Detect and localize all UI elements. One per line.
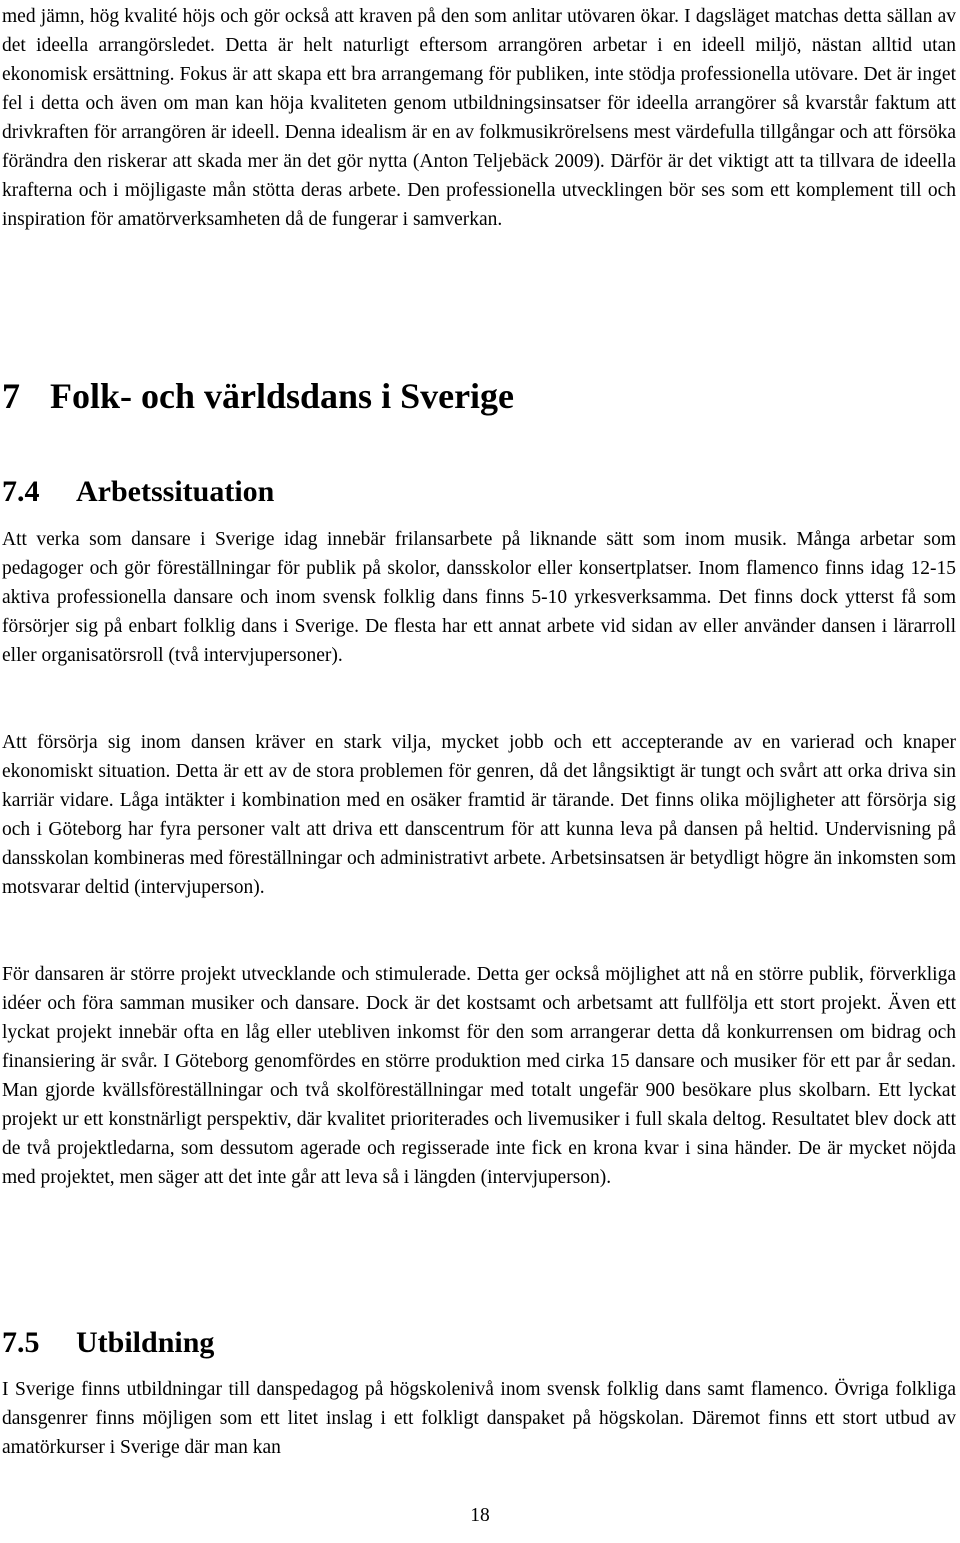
- body-paragraph: Att verka som dansare i Sverige idag innebär frilansarbete på liknande sätt som inom musik. Många arbetar som pedagoger och gör föreställningar för publik på skolor, dansskolor eller konsertplatser. Inom flamenco finns idag 12-15 aktiva professionella dansare och inom svensk folklig dans finns 5-10 yrkesverksamma. Det finns dock ytterst få som försörjer sig på enbart folklig dans i Sverige. De flesta har ett annat arbete vid sidan av eller använder dansen i lärarroll eller organisatörsroll (två intervjupersoner).: [2, 529, 956, 666]
- page-number: 18: [470, 1505, 490, 1526]
- body-paragraph: För dansaren är större projekt utvecklande och stimulerade. Detta ger också möjlighet att nå en större publik, förverkliga idéer och föra samman musiker och dansare. Dock är det kostsamt och arbetsamt att fullfölja ett stort projekt. Även ett lyckat projekt innebär ofta en låg eller utebliven inkomst för den som arrangerar detta då konkurrensen om bidrag och finansiering är svår. I Göteborg genomfördes en större produktion med cirka 15 dansare och musiker för ett par år sedan. Man gjorde kvällsföreställningar och två skolföreställningar med totalt ungefär 900 besökare plus skolbarn. Ett lyckat projekt ur ett konstnärligt perspektiv, där kvalitet prioriterades och livemusiker i full skala deltog. Resultatet blev dock att de två projektledarna, som dessutom agerade och regisserade inte fick en krona kvar i sina händer. De är mycket nöjda med projektet, men säger att det inte går att leva så i längden (intervjuperson).: [2, 964, 956, 1188]
- chapter-heading: [2, 374, 514, 418]
- section-number: 7.5: [2, 1326, 40, 1359]
- section-number: 7.4: [2, 475, 40, 508]
- section-title: Arbetssituation: [76, 475, 275, 508]
- section-heading: [2, 473, 274, 511]
- chapter-number: 7: [2, 376, 20, 416]
- section-heading: [2, 1324, 214, 1362]
- body-paragraph: Att försörja sig inom dansen kräver en stark vilja, mycket jobb och ett accepterande av en varierad och knaper ekonomiskt situation. Detta är ett av de stora problemen för genren, då det långsiktigt är tungt och svårt att orka driva sin karriär vidare. Låga intäkter i kombination med en osäker framtid är tärande. Det finns olika möjligheter att försörja sig och i Göteborg har fyra personer valt att driva ett danscentrum för att kunna leva på dansen på heltid. Undervisning på dansskolan kombineras med föreställningar och administrativt arbete. Arbetsinsatsen är betydligt högre än inkomsten som motsvarar deltid (intervjuperson).: [2, 732, 956, 898]
- body-paragraph: med jämn, hög kvalité höjs och gör också att kraven på den som anlitar utövaren ökar. I dagsläget matchas detta sällan av det ideella arrangörsledet. Detta är helt naturligt eftersom arrangören arbetar i en ideell miljö, nästan alltid utan ekonomisk ersättning. Fokus är att skapa ett bra arrangemang för publiken, inte stödja professionella utövare. Det är inget fel i detta och även om man kan höja kvaliteten genom utbildningsinsatser för ideella arrangörer så kvarstår faktum att drivkraften för arrangören är ideell. Denna idealism är en av folkmusikrörelsens mest värdefulla tillgångar och att försöka förändra den riskerar att skada mer än det gör nytta (Anton Teljebäck 2009). Därför är det viktigt att ta tillvara de ideella krafterna och i möjligaste mån stötta deras arbete. Den professionella utvecklingen bör ses som ett komplement till och inspiration för amatörverksamheten då de fungerar i samverkan.: [2, 6, 956, 230]
- chapter-title: Folk- och världsdans i Sverige: [50, 376, 515, 416]
- section-title: Utbildning: [76, 1326, 215, 1359]
- body-paragraph: I Sverige finns utbildningar till danspedagog på högskolenivå inom svensk folklig dans samt flamenco. Övriga folkliga dansgenrer finns möjligen som ett litet inslag i ett folkligt danspaket på högskolan. Däremot finns ett stort utbud av amatörkurser i Sverige där man kan: [2, 1379, 956, 1458]
